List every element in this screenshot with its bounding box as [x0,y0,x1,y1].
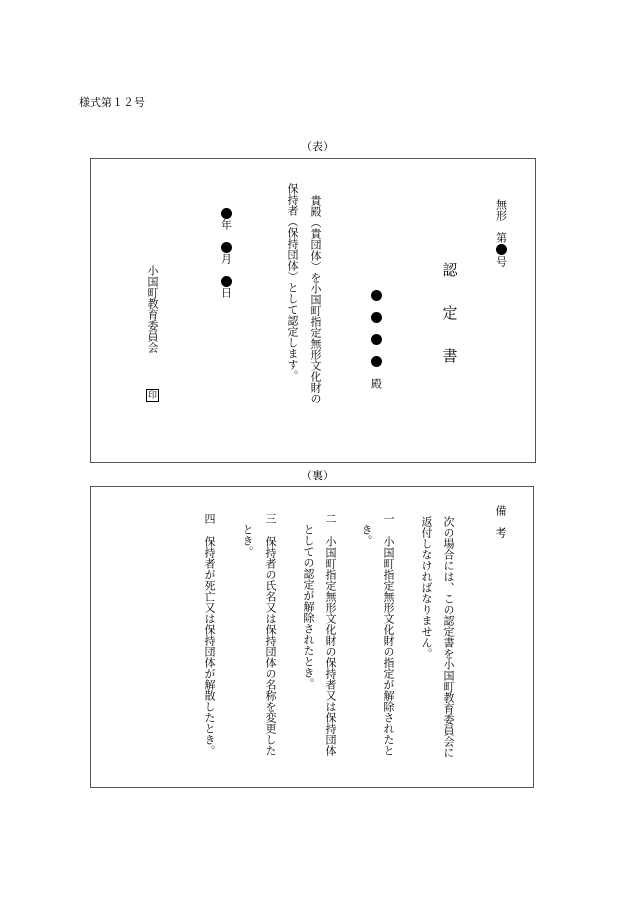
remark-item-2-line-2: としての認定が解除されたとき。 [302,524,315,689]
remark-item-2-line-1: 小国町指定無形文化財の保持者又は保持団体 [324,536,337,756]
form-number: 様式第１２号 [79,96,145,109]
date-day-dot [221,276,232,287]
remark-item-1-line-1: 小国町指定無形文化財の指定が解除されたと [382,536,395,756]
title-char-2: 定 [442,304,458,322]
remarks-title: 備 考 [494,505,507,538]
date-year-label: 年 [219,219,233,230]
number-placeholder-dot [496,244,507,255]
issue-date [220,208,232,298]
certificate-back-panel [90,486,534,788]
recipient-dot [371,290,382,301]
issuer-name: 小国町教育委員会 [146,265,159,353]
certificate-front-panel [90,158,536,463]
certificate-number [495,199,507,267]
front-side-label: （表） [301,140,334,153]
date-day-label: 日 [219,287,233,298]
remark-item-3-line-2: とき。 [241,524,254,557]
recipient-dot [371,334,382,345]
remark-item-1-line-2: き。 [360,524,373,546]
remark-item-3-line-1: 保持者の氏名又は保持団体の名称を変更した [264,536,277,756]
seal-mark: 印 [147,391,157,401]
remarks-intro-line-2: 返付しなければなりません。 [420,516,433,659]
back-side-label: （裏） [301,469,334,482]
number-prefix: 無形 [494,199,508,221]
remarks-intro-line-1: 次の場合には、この認定書を小国町教育委員会に [442,516,455,758]
recipient-name [370,290,382,389]
remark-item-4-line-1: 保持者が死亡又は保持団体が解散したとき。 [203,536,216,756]
recipient-dot [371,312,382,323]
remark-item-number: 三 [264,513,277,524]
recipient-suffix: 殿 [369,378,383,389]
number-go: 号 [494,256,508,267]
number-dai: 第 [494,232,508,243]
body-line-1: 貴殿（貴団体）を小国町指定無形文化財の [309,195,322,404]
date-month-label: 月 [219,253,233,264]
date-year-dot [221,208,232,219]
body-line-2: 保持者（保持団体）として認定します。 [286,183,299,381]
recipient-dot [371,356,382,367]
remark-item-number: 四 [203,513,216,524]
remark-item-number: 二 [324,513,337,524]
title-char-1: 認 [442,261,458,279]
remark-item-number: 一 [382,513,395,524]
title-char-3: 書 [442,347,458,365]
date-month-dot [221,242,232,253]
